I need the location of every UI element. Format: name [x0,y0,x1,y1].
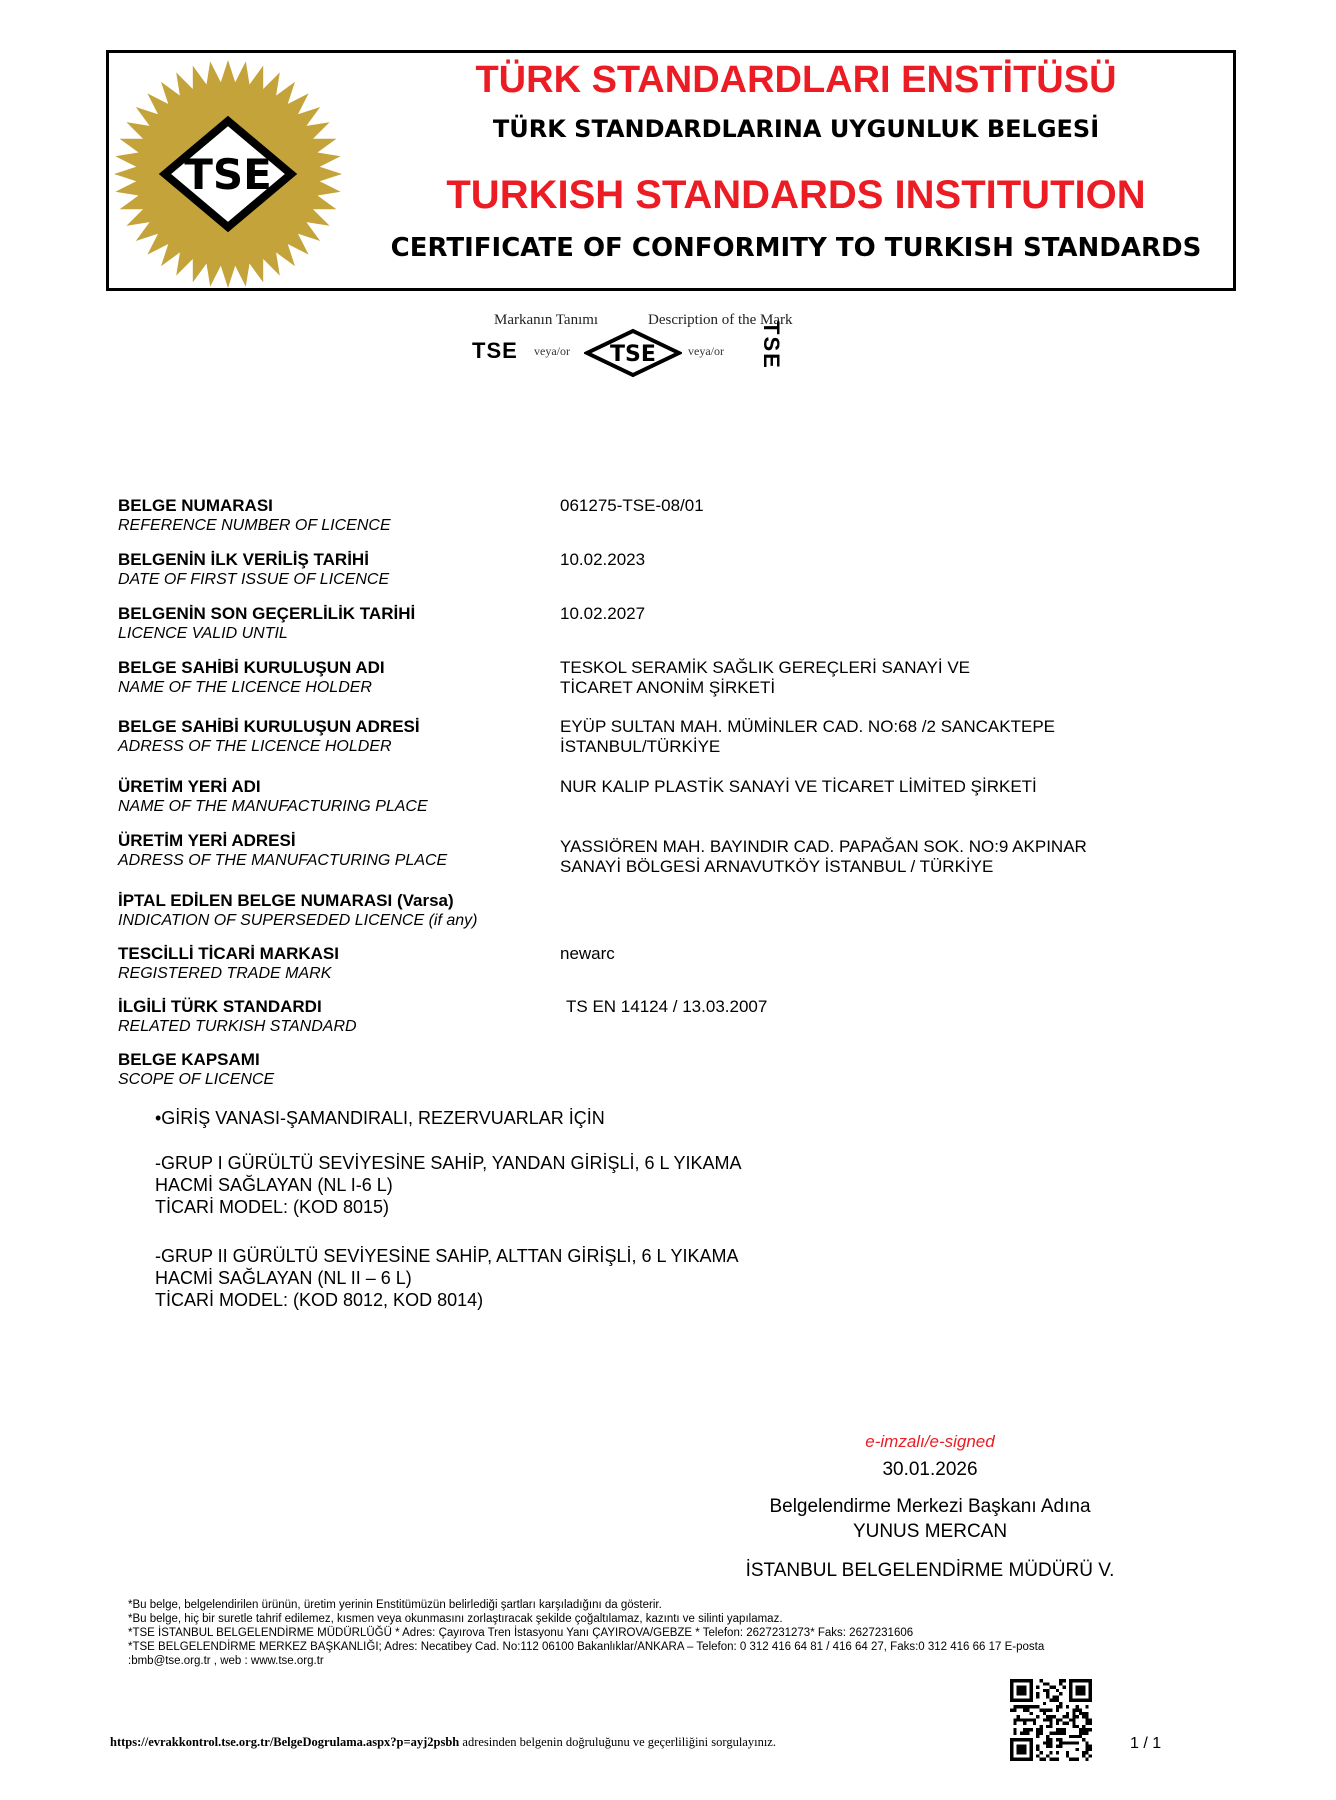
field-label-en: NAME OF THE LICENCE HOLDER [118,679,372,696]
tse-seal-logo [113,59,343,289]
title-en: TURKISH STANDARDS INSTITUTION [446,173,1146,217]
field-label-en: SCOPE OF LICENCE [118,1071,275,1088]
field-label-tr: ÜRETİM YERİ ADRESİ [118,831,296,850]
field-label [118,777,548,817]
verification-text: adresinden belgenin doğruluğunu ve geçerliliğini sorgulayınız. [459,1735,776,1749]
footnote: *Bu belge, belgelendirilen ürünün, üretim yerinin Enstitümüzün belirlediği şartları karşıladığını da gösterir. [128,1599,662,1611]
verification-link[interactable]: https://evrakkontrol.tse.org.tr/BelgeDogrulama.aspx?p=ayj2psbh [110,1735,460,1749]
field-value: EYÜP SULTAN MAH. MÜMİNLER CAD. NO:68 /2 SANCAKTEPE İSTANBUL/TÜRKİYE [560,717,1056,756]
subtitle-tr: TÜRK STANDARDLARINA UYGUNLUK BELGESİ [492,115,1100,143]
mark-tanim-label: Markanın Tanımı [494,312,599,328]
field-label-en: NAME OF THE MANUFACTURING PLACE [118,798,428,815]
certificate-header [106,50,1236,291]
mark-rotated-text: TSE [759,321,784,370]
field-label-en: ADRESS OF THE LICENCE HOLDER [118,738,392,755]
field-label-tr: İLGİLİ TÜRK STANDARDI [118,997,322,1016]
signatory-title: Belgelendirme Merkezi Başkanı Adına [769,1496,1091,1517]
mark-description [470,306,815,382]
field-value: NUR KALIP PLASTİK SANAYİ VE TİCARET LİMİTED ŞİRKETİ [560,777,1037,796]
field-value: 10.02.2023 [560,550,646,569]
field-label-en: DATE OF FIRST ISSUE OF LICENCE [118,571,390,588]
field-value: newarc [560,944,615,963]
field-label [118,496,548,536]
verification-note [110,1735,776,1750]
mark-or-1: veya/or [534,344,570,358]
field-label [118,831,548,871]
field-value: 061275-TSE-08/01 [560,496,704,515]
tse-diamond-icon [584,328,682,378]
field-label-tr: BELGENİN SON GEÇERLİLİK TARİHİ [118,604,416,623]
footnote: *TSE BELGELENDİRME MERKEZ BAŞKANLIĞI; Adres: Necatibey Cad. No:112 06100 Bakanlıklar/ANKARA – Telefon: 0 312 416 64 81 / 416 64 27, Faks:0 312 416 66 17 E-posta [128,1641,1045,1653]
field-value: TS EN 14124 / 13.03.2007 [566,997,768,1016]
field-label-tr: BELGE SAHİBİ KURULUŞUN ADRESİ [118,717,420,736]
signatory-name: YUNUS MERCAN [852,1521,1008,1542]
field-label-tr: ÜRETİM YERİ ADI [118,777,261,796]
footnote: *Bu belge, hiç bir suretle tahrif edilemez, kısmen veya okunmasını zorlaştıracak şekilde çoğaltılamaz, kazıntı ve silinti yapılamaz. [128,1613,783,1625]
signatory-department: İSTANBUL BELGELENDİRME MÜDÜRÜ V. [745,1560,1115,1581]
footnote: *TSE İSTANBUL BELGELENDİRME MÜDÜRLÜĞÜ * Adres: Çayırova Tren İstasyonu Yanı ÇAYIROVA/GEBZE * Telefon: 2627231273* Faks: 2627231606 [128,1627,914,1639]
page-number: 1 / 1 [1130,1735,1162,1752]
mark-or-2: veya/or [688,344,724,358]
field-label [118,891,548,931]
field-label [118,604,548,644]
scope-item: -GRUP I GÜRÜLTÜ SEVİYESİNE SAHİP, YANDAN GİRİŞLİ, 6 L YIKAMA HACMİ SAĞLAYAN (NL I-6 L) TİCARİ MODEL: (KOD 8015) [155,1153,742,1217]
field-label-en: INDICATION OF SUPERSEDED LICENCE (if any) [118,912,478,929]
field-label-tr: BELGE NUMARASI [118,496,273,515]
mark-tse-text: TSE [472,338,518,363]
qr-code-icon [1010,1679,1092,1761]
field-label [118,717,548,757]
seal-text: TSE [184,150,272,199]
field-label [118,997,548,1037]
subtitle-en: CERTIFICATE OF CONFORMITY TO TURKISH STANDARDS [390,233,1202,263]
field-label [118,1050,548,1090]
e-signed-label: e-imzalı/e-signed [865,1432,995,1451]
scope-item: -GRUP II GÜRÜLTÜ SEVİYESİNE SAHİP, ALTTAN GİRİŞLİ, 6 L YIKAMA HACMİ SAĞLAYAN (NL II – 6 L) TİCARİ MODEL: (KOD 8012, KOD 8014) [155,1246,739,1310]
field-value: TESKOL SERAMİK SAĞLIK GEREÇLERİ SANAYİ VE TİCARET ANONİM ŞİRKETİ [560,658,971,697]
scope-item: •GİRİŞ VANASI-ŞAMANDIRALI, REZERVUARLAR İÇİN [155,1108,605,1128]
field-label-en: RELATED TURKISH STANDARD [118,1018,357,1035]
footnote: :bmb@tse.org.tr , web : www.tse.org.tr [128,1655,324,1667]
field-value: 10.02.2027 [560,604,646,623]
field-value: YASSIÖREN MAH. BAYINDIR CAD. PAPAĞAN SOK. NO:9 AKPINAR SANAYİ BÖLGESİ ARNAVUTKÖY İSTANBUL / TÜRKİYE [560,837,1087,876]
field-label-tr: İPTAL EDİLEN BELGE NUMARASI (Varsa) [118,891,454,910]
field-label [118,944,548,984]
field-label-en: REFERENCE NUMBER OF LICENCE [118,517,391,534]
field-label-tr: BELGENİN İLK VERİLİŞ TARİHİ [118,550,369,569]
mark-logo-text: TSE [610,342,656,367]
field-label [118,658,548,698]
title-tr: TÜRK STANDARDLARI ENSTİTÜSÜ [475,59,1117,101]
signature-date: 30.01.2026 [882,1459,978,1480]
field-label-tr: TESCİLLİ TİCARİ MARKASI [118,944,339,963]
field-label [118,550,548,590]
field-label-tr: BELGE SAHİBİ KURULUŞUN ADI [118,658,385,677]
field-label-en: ADRESS OF THE MANUFACTURING PLACE [118,852,448,869]
field-label-tr: BELGE KAPSAMI [118,1050,260,1069]
mark-desc-label: Description of the Mark [648,312,793,328]
field-label-en: LICENCE VALID UNTIL [118,625,288,642]
field-label-en: REGISTERED TRADE MARK [118,965,332,982]
